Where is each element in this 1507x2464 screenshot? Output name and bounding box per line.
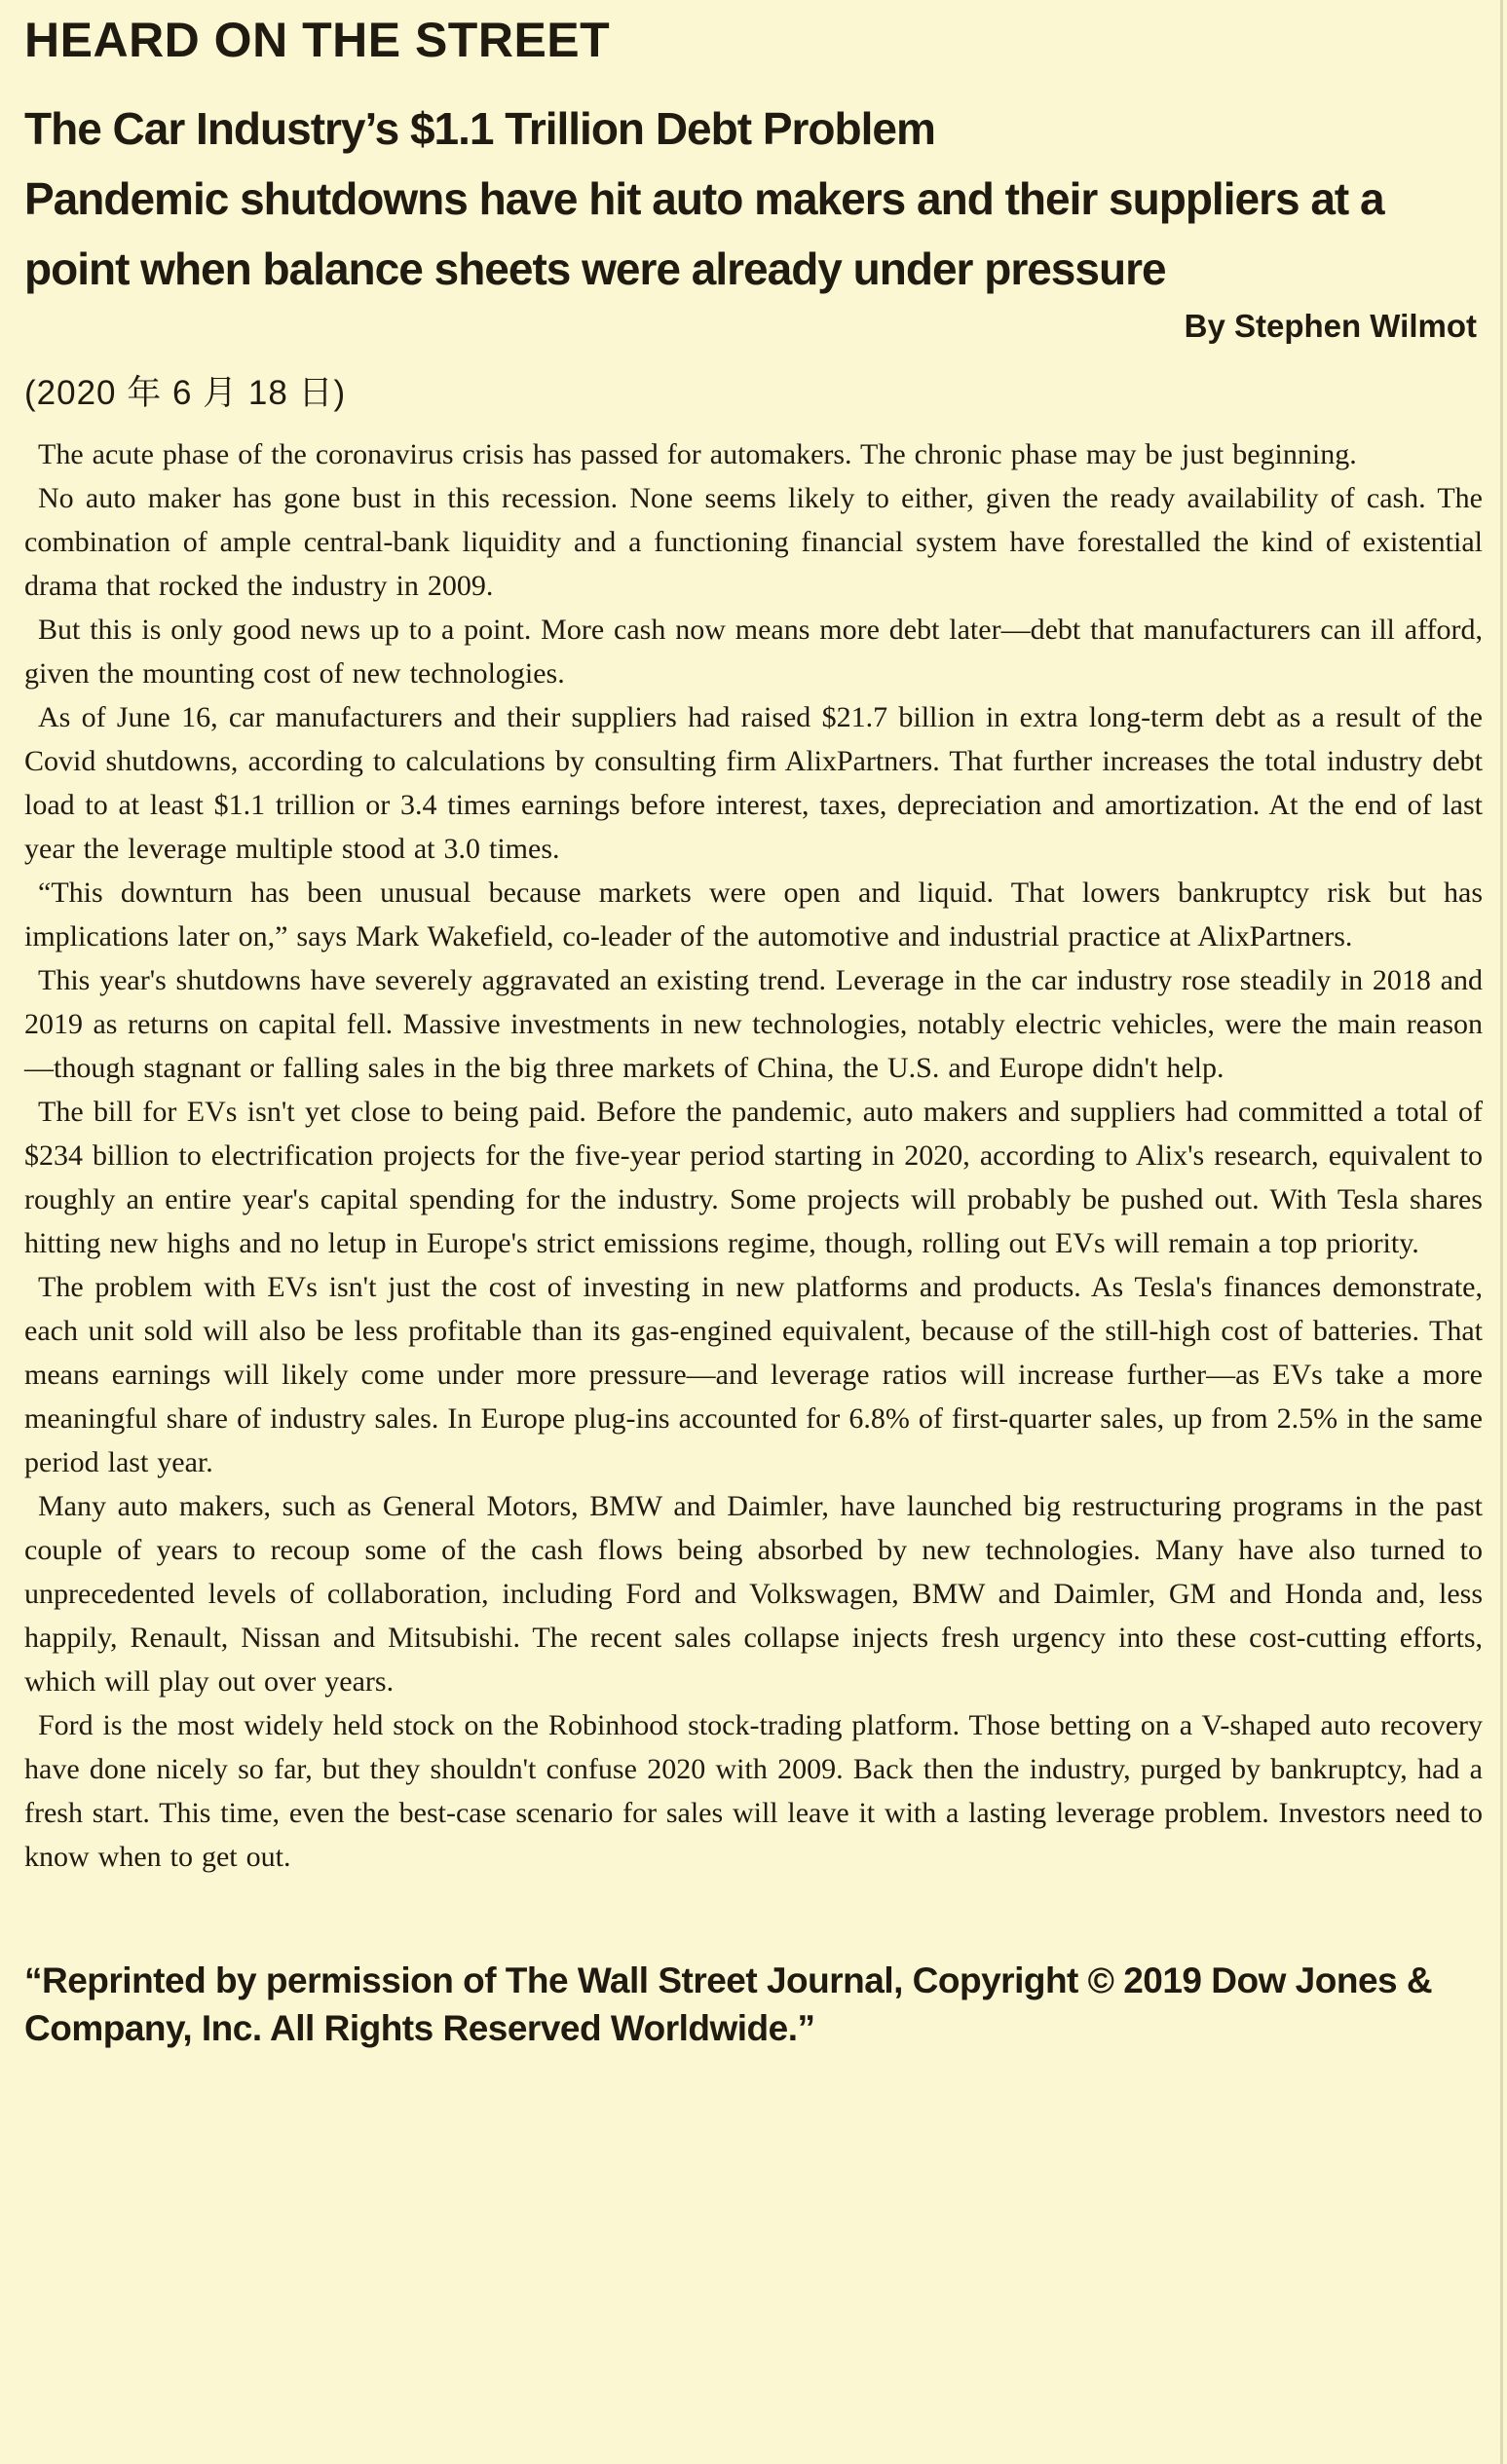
article-paragraph: No auto maker has gone bust in this recession. None seems likely to either, given the ready availability of cash. The combination of ample central-bank liquidity and a functioning financial system have forestalled the kind of existential drama that rocked the industry in 2009. — [24, 482, 1483, 602]
subheadline: Pandemic shutdowns have hit auto makers and their suppliers at a point when balance sheets were already under pressure — [24, 173, 1384, 294]
article-paragraph: Many auto makers, such as General Motors, BMW and Daimler, have launched big restructuring programs in the past couple of years to recoup some of the cash flows being absorbed by new technologies. Many have also turned to unprecedented levels of collaboration, including Ford and Volkswagen, BMW and Daimler, GM and Honda and, less happily, Renault, Nissan and Mitsubishi. The recent sales collapse injects fresh urgency into these cost-cutting efforts, which will play out over years. — [24, 1490, 1483, 1698]
reprint-notice: “Reprinted by permission of The Wall Street Journal, Copyright © 2019 Dow Jones & Company, Inc. All Rights Reserved Worldwide.” — [24, 1960, 1433, 2048]
article-paragraph: “This downturn has been unusual because markets were open and liquid. That lowers bankruptcy risk but has implications later on,” says Mark Wakefield, co-leader of the automotive and industrial practice at AlixPartners. — [24, 877, 1483, 952]
scan-edge-line — [1500, 0, 1503, 2464]
article-paragraph: But this is only good news up to a point. More cash now means more debt later—debt that manufacturers can ill afford, given the mounting cost of new technologies. — [24, 614, 1483, 690]
dateline: (2020 年 6 月 18 日) — [24, 374, 347, 412]
article-paragraph: This year's shutdowns have severely aggravated an existing trend. Leverage in the car industry rose steadily in 2018 and 2019 as returns on capital fell. Massive investments in new technologies, notably electric vehicles, were the main reason—though stagnant or falling sales in the big three markets of China, the U.S. and Europe didn't help. — [24, 964, 1483, 1084]
article-paragraph: The acute phase of the coronavirus crisis has passed for automakers. The chronic phase may be just beginning. — [38, 438, 1357, 470]
byline: By Stephen Wilmot — [1184, 308, 1477, 344]
article-paragraph: As of June 16, car manufacturers and their suppliers had raised $21.7 billion in extra long-term debt as a result of the Covid shutdowns, according to calculations by consulting firm AlixPartners. That further increases the total industry debt load to at least $1.1 trillion or 3.4 times earnings before interest, taxes, depreciation and amortization. At the end of last year the leverage multiple stood at 3.0 times. — [24, 701, 1483, 865]
headline: The Car Industry’s $1.1 Trillion Debt Problem — [24, 103, 935, 154]
article-body — [24, 432, 1483, 1879]
article-paragraph: The bill for EVs isn't yet close to being paid. Before the pandemic, auto makers and suppliers had committed a total of $234 billion to electrification projects for the five-year period starting in 2020, according to Alix's research, equivalent to roughly an entire year's capital spending for the industry. Some projects will probably be pushed out. With Tesla shares hitting new highs and no letup in Europe's strict emissions regime, though, rolling out EVs will remain a top priority. — [24, 1096, 1483, 1259]
article-paragraph: The problem with EVs isn't just the cost of investing in new platforms and products. As Tesla's finances demonstrate, each unit sold will also be less profitable than its gas-engined equivalent, because of the still-high cost of batteries. That means earnings will likely come under more pressure—and leverage ratios will increase further—as EVs take a more meaningful share of industry sales. In Europe plug-ins accounted for 6.8% of first-quarter sales, up from 2.5% in the same period last year. — [24, 1271, 1483, 1478]
article-paragraph: Ford is the most widely held stock on the Robinhood stock-trading platform. Those betting on a V-shaped auto recovery have done nicely so far, but they shouldn't confuse 2020 with 2009. Back then the industry, purged by bankruptcy, had a fresh start. This time, even the best-case scenario for sales will leave it with a lasting leverage problem. Investors need to know when to get out. — [24, 1709, 1483, 1873]
kicker: HEARD ON THE STREET — [24, 13, 611, 67]
